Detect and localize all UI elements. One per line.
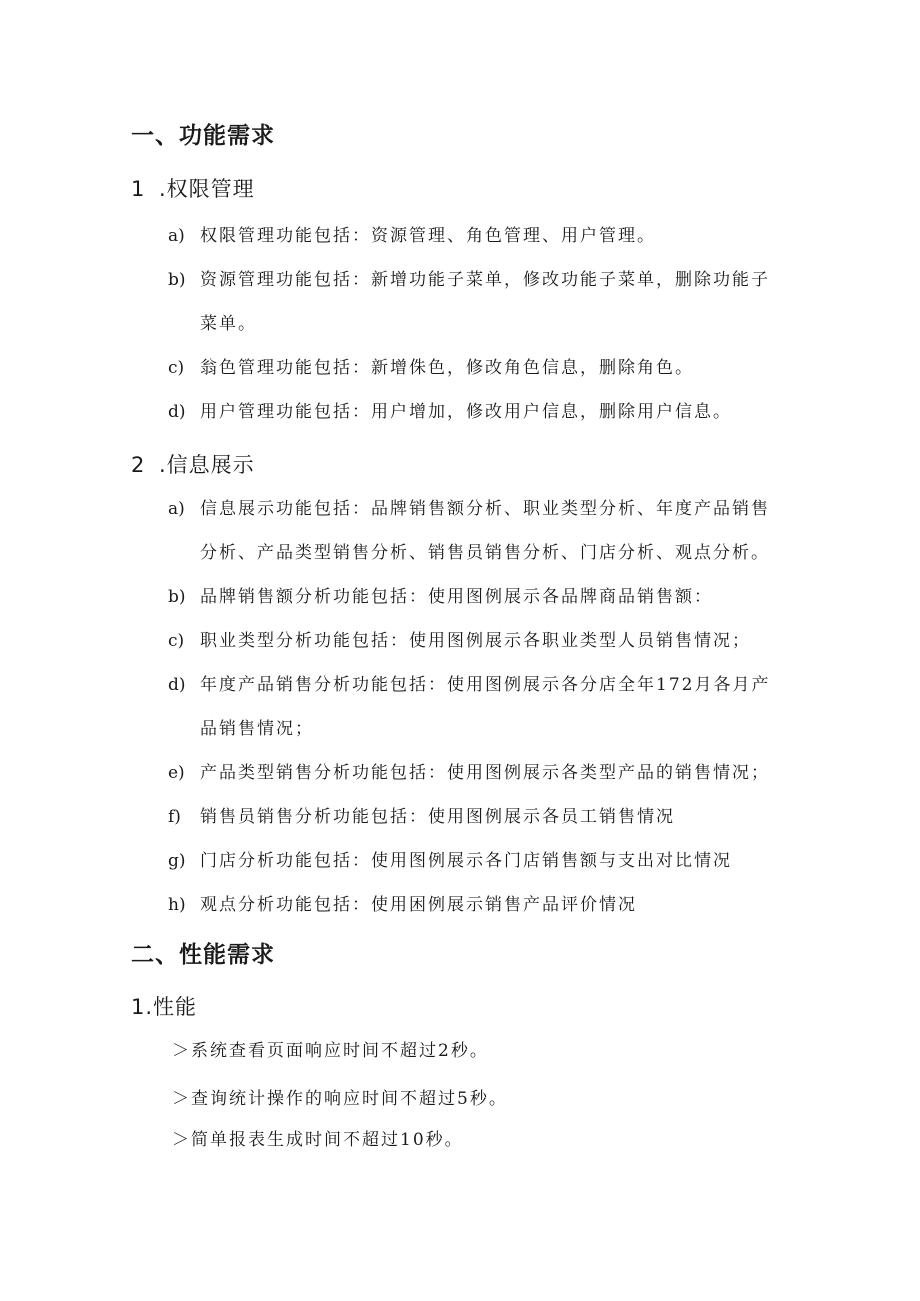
list-marker: d) — [168, 402, 186, 422]
list-item — [168, 575, 808, 619]
section-title-performance: 二、性能需求 — [131, 942, 275, 968]
bullet-item: ＞查询统计操作的响应时间不超过5秒。 — [172, 1089, 508, 1109]
list-item — [168, 258, 808, 346]
subsection-number: 1 — [131, 995, 146, 1019]
list-item — [168, 346, 808, 390]
list-marker: b) — [168, 587, 186, 607]
list-text-continued: 品销售情况； — [200, 719, 314, 739]
list-marker: h) — [168, 895, 186, 915]
list-marker: e) — [168, 763, 185, 783]
list-marker: g) — [168, 851, 186, 871]
list-text: 品牌销售额分析功能包括：使用图例展示各品牌商品销售额： — [200, 587, 713, 607]
subsection-label: .权限管理 — [159, 177, 255, 201]
list-item — [168, 487, 808, 575]
list-text: 资源管理功能包括：新增功能子菜单，修改功能子菜单，删除功能子 — [200, 270, 770, 290]
list-marker: a) — [168, 226, 185, 246]
subsection-title-permission — [131, 175, 255, 203]
list-text: 销售员销售分析功能包括：使用图例展示各员工销售情况 — [200, 807, 675, 827]
list-text: 职业类型分析功能包括：使用图例展示各职业类型人员销售情况； — [200, 631, 751, 651]
bullet-item: ＞简单报表生成时间不超过10秒。 — [172, 1130, 464, 1150]
list-item — [168, 619, 808, 663]
bullet-item: ＞系统查看页面响应时间不超过2秒。 — [172, 1041, 489, 1061]
list-marker: c) — [168, 358, 185, 378]
list-text: 门店分析功能包括：使用图例展示各门店销售额与支出对比情况 — [200, 851, 732, 871]
subsection-label: .信息展示 — [159, 453, 255, 477]
list-marker: b) — [168, 270, 186, 290]
list-text-continued: 菜单。 — [200, 314, 257, 334]
list-text-continued: 分析、产品类型销售分析、销售员销售分析、门店分析、观点分析。 — [200, 543, 770, 563]
list-text: 信息展示功能包括：品牌销售额分析、职业类型分析、年度产品销售 — [200, 499, 770, 519]
list-marker: c) — [168, 631, 185, 651]
list-text: 产品类型销售分析功能包括：使用图例展示各类型产品的销售情况； — [200, 763, 770, 783]
subsection-title-info-display — [131, 451, 255, 479]
list-item — [168, 883, 808, 927]
list-marker: f) — [168, 807, 181, 827]
list-marker: d) — [168, 675, 186, 695]
list-text: 年度产品销售分析功能包括：使用图例展示各分店全年172月各月产 — [200, 675, 771, 695]
list-item — [168, 390, 808, 434]
subsection-title-performance — [131, 993, 197, 1021]
list-item — [168, 663, 808, 751]
list-item — [168, 214, 808, 258]
subsection-label: .性能 — [145, 995, 198, 1019]
list-item — [168, 795, 808, 839]
section-title-functional: 一、功能需求 — [131, 123, 275, 149]
subsection-number: 1 — [131, 177, 146, 201]
list-item — [168, 751, 808, 795]
list-text: 翁色管理功能包括：新增侏色，修改角色信息，删除角色。 — [200, 358, 694, 378]
list-text: 权限管理功能包括：资源管理、角色管理、用户管理。 — [200, 226, 656, 246]
list-marker: a) — [168, 499, 185, 519]
list-item — [168, 839, 808, 883]
subsection-number: 2 — [131, 453, 146, 477]
list-text: 观点分析功能包括：使用困例展示销售产品评价情况 — [200, 895, 637, 915]
list-text: 用户管理功能包括：用户增加，修改用户信息，删除用户信息。 — [200, 402, 732, 422]
